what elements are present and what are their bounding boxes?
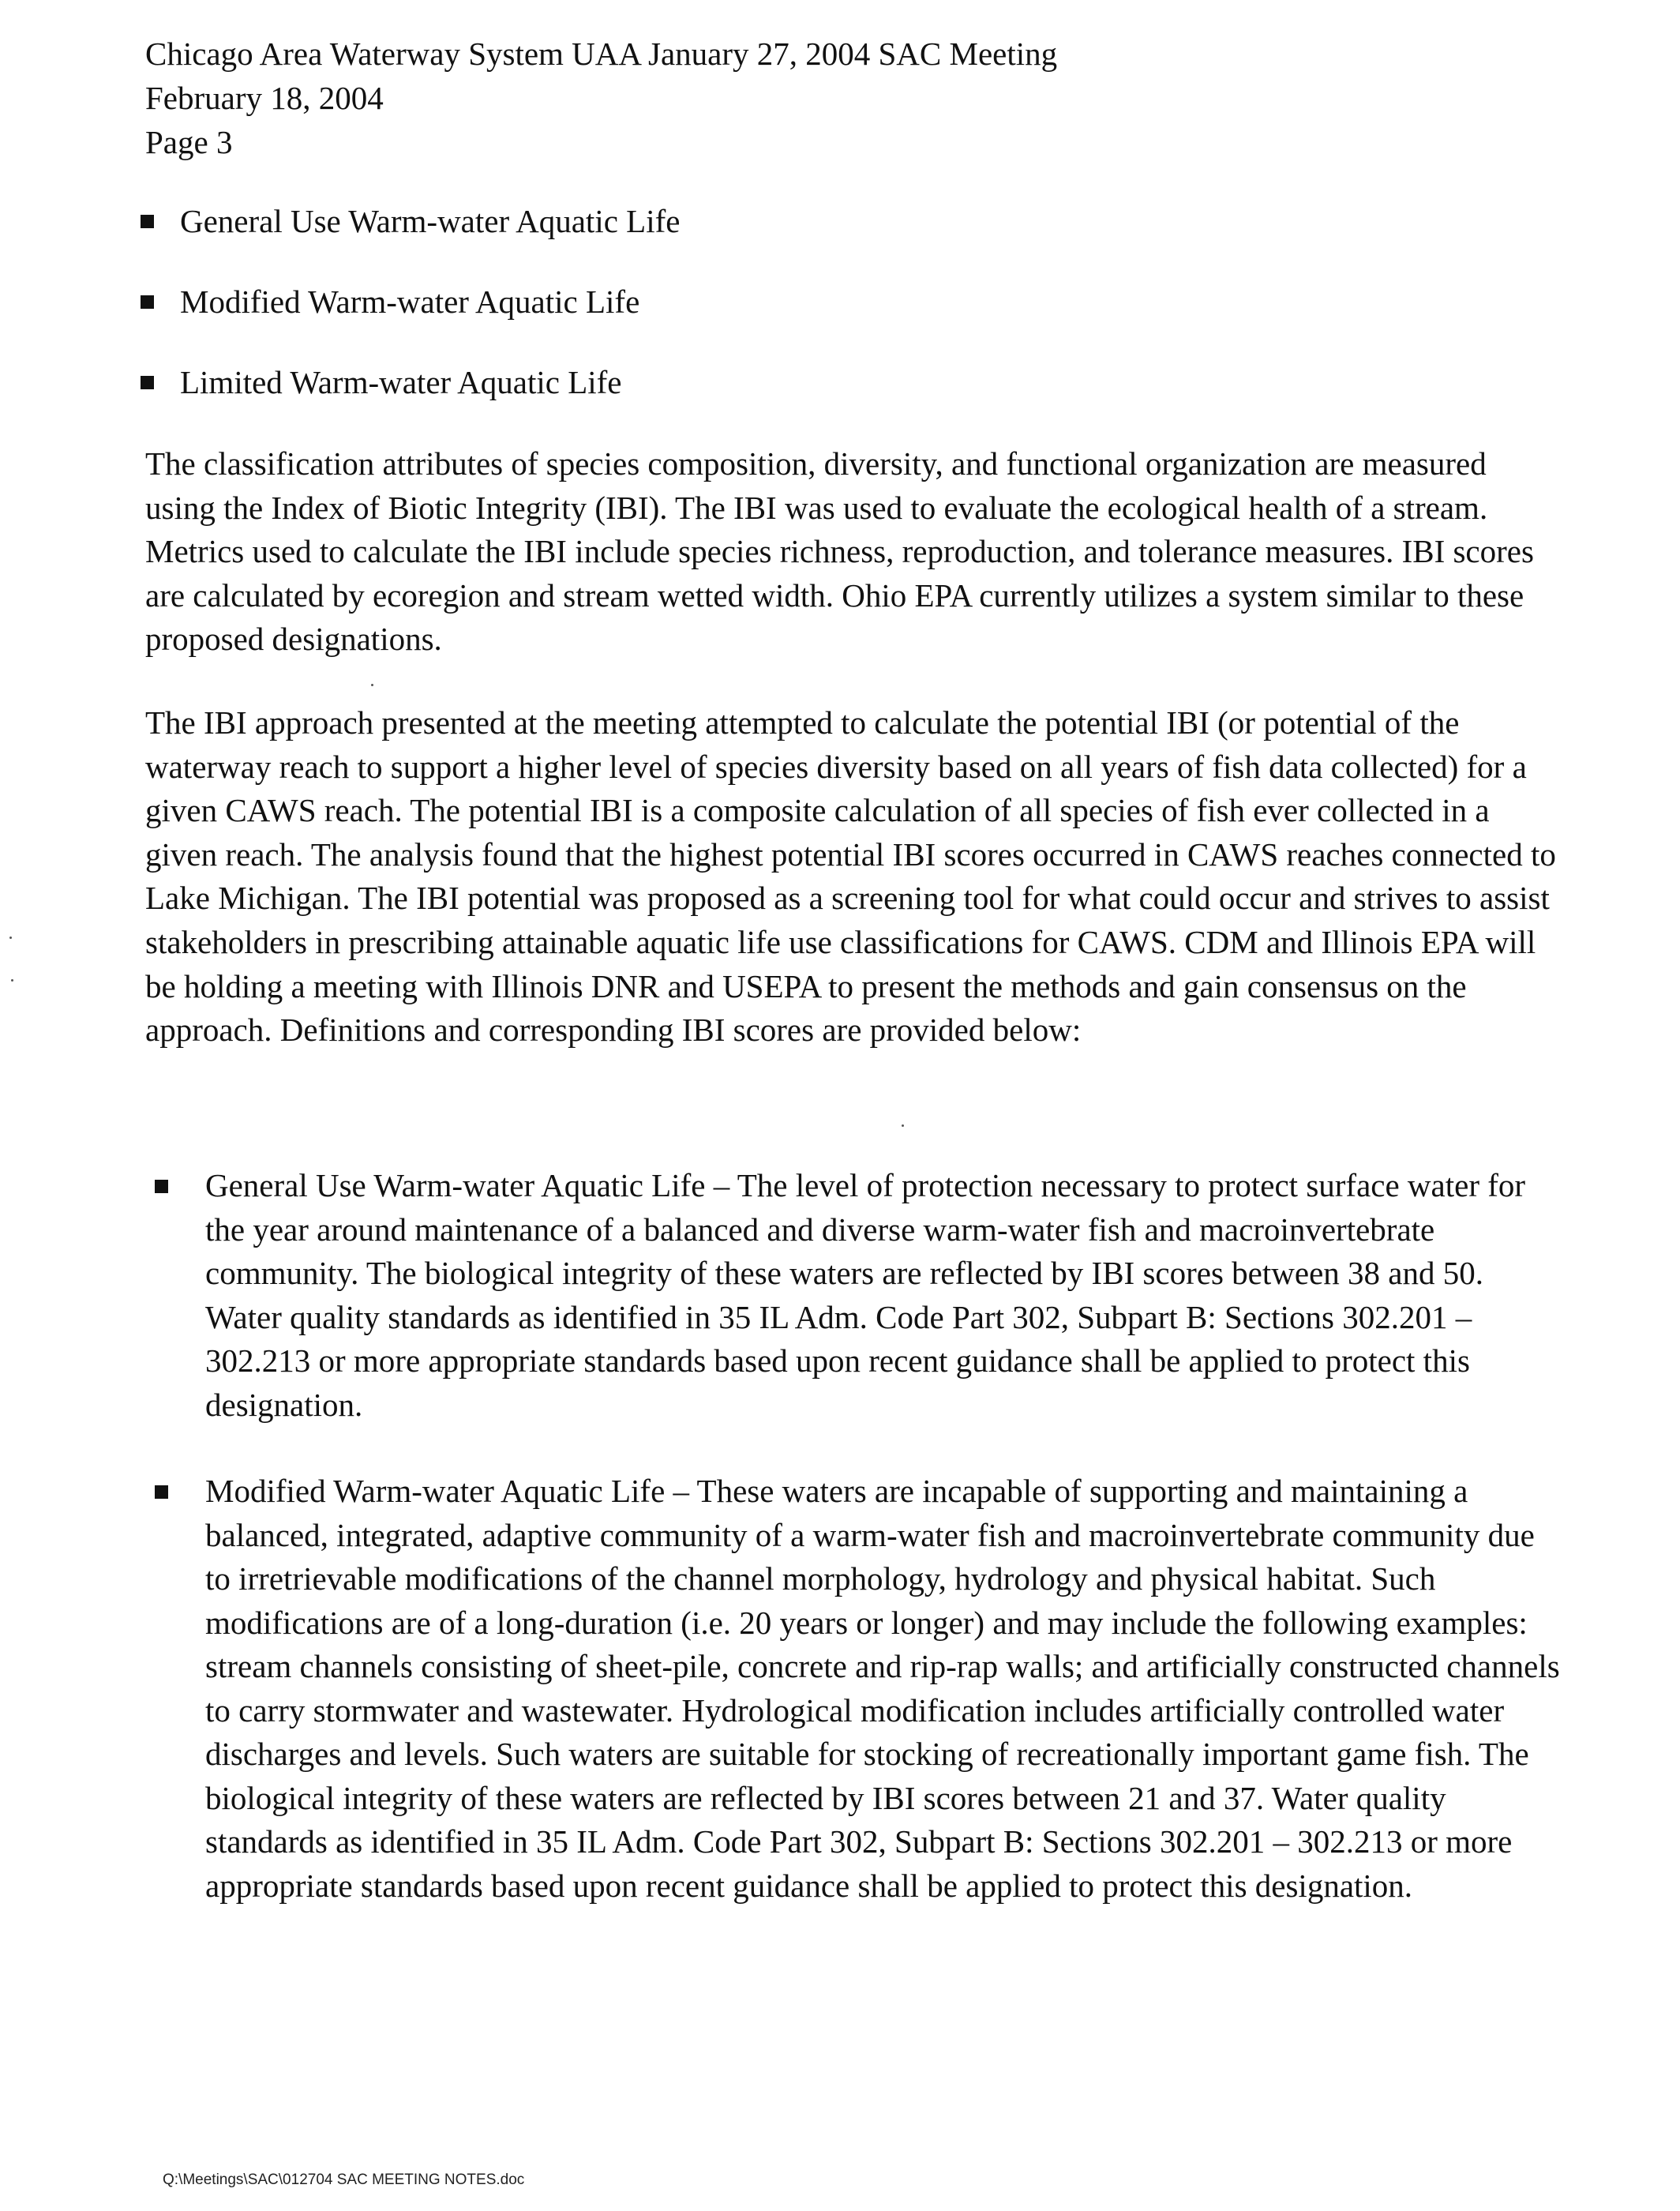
header-page-number: Page 3 — [145, 124, 233, 160]
list-item-text: Modified Warm-water Aquatic Life — [180, 283, 640, 320]
ibi-approach-paragraph: The IBI approach presented at the meeting attempted to calculate the potential IBI (or potential of the waterway reach to support a higher level of species diversity based on all years of fish data collected) for a given CAWS reach. The potential IBI is a composite calculation of all species of fish ever collected in a given reach. The analysis found that the highest potential IBI scores occurred in CAWS reaches connected to Lake Michigan. The IBI potential was proposed as a screening tool for what could occur and strives to assist stakeholders in prescribing attainable aquatic life use classifications for CAWS. CDM and Illinois EPA will be holding a meeting with Illinois DNR and USEPA to present the methods and gain consensus on the approach. Definitions and corresponding IBI scores are provided below: — [145, 704, 1556, 1049]
footer-file-path: Q:\Meetings\SAC\012704 SAC MEETING NOTES.doc — [163, 2172, 525, 2188]
list-item — [141, 360, 680, 441]
definition-item — [145, 1164, 1566, 1427]
scan-speck — [371, 684, 373, 686]
page-header — [145, 32, 1057, 164]
list-item-text: Limited Warm-water Aquatic Life — [180, 364, 622, 400]
ibi-classification-paragraph: The classification attributes of species composition, diversity, and functional organization are measured using the Index of Biotic Integrity (IBI). The IBI was used to evaluate the ecological health of a stream. Metrics used to calculate the IBI include species richness, reproduction, and tolerance measures. IBI scores are calculated by ecoregion and stream wetted width. Ohio EPA currently utilizes a system similar to these proposed designations. — [145, 445, 1534, 658]
square-bullet-icon — [155, 1485, 168, 1499]
square-bullet-icon — [155, 1180, 168, 1193]
list-item — [141, 199, 680, 280]
scan-speck — [9, 937, 12, 939]
list-item — [141, 280, 680, 360]
use-designation-list — [141, 199, 680, 441]
list-item-text: General Use Warm-water Aquatic Life — [180, 203, 681, 239]
definition-text: General Use Warm-water Aquatic Life – The level of protection necessary to protect surface water for the year around maintenance of a balanced and diverse warm-water fish and macroinvertebrate community. The biological integrity of these waters are reflected by IBI scores between 38 and 50. Water quality standards as identified in 35 IL Adm. Code Part 302, Subpart B: Sections 302.201 – 302.213 or more appropriate standards based upon recent guidance shall be applied to protect this designation. — [205, 1167, 1526, 1423]
square-bullet-icon — [141, 295, 154, 309]
square-bullet-icon — [141, 215, 154, 228]
definitions-list — [145, 1164, 1566, 1950]
header-date: February 18, 2004 — [145, 80, 384, 116]
square-bullet-icon — [141, 376, 154, 389]
header-title: Chicago Area Waterway System UAA January 27, 2004 SAC Meeting — [145, 36, 1058, 72]
scan-speck — [902, 1124, 904, 1127]
scan-speck — [11, 979, 13, 982]
definition-item — [145, 1470, 1566, 1908]
definition-text: Modified Warm-water Aquatic Life – These waters are incapable of supporting and maintaining a balanced, integrated, adaptive community of a warm-water fish and macroinvertebrate community due to irretrievable modifications of the channel morphology, hydrology and physical habitat. Such modifications are of a long-duration (i.e. 20 years or longer) and may include the following examples: stream channels consisting of sheet-pile, concrete and rip-rap walls; and artificially constructed channels to carry stormwater and wastewater. Hydrological modification includes artificially controlled water discharges and levels. Such waters are suitable for stocking of recreationally important game fish. The biological integrity of these waters are reflected by IBI scores between 21 and 37. Water quality standards as identified in 35 IL Adm. Code Part 302, Subpart B: Sections 302.201 – 302.213 or more appropriate standards based upon recent guidance shall be applied to protect this designation. — [205, 1473, 1560, 1904]
